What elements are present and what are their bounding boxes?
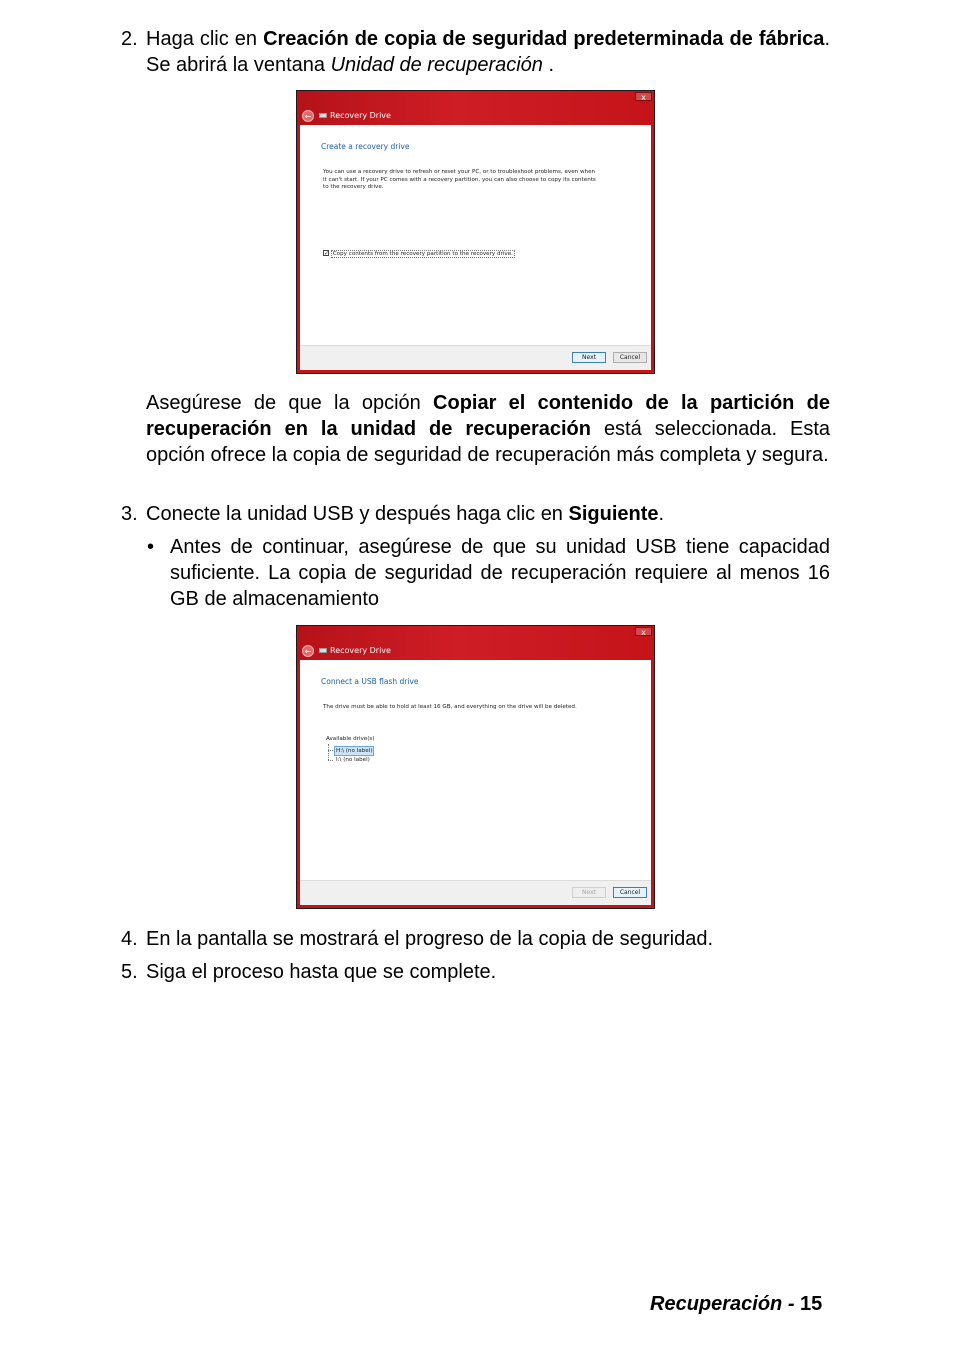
close-button[interactable]: x (635, 92, 652, 101)
tree-branch (328, 750, 333, 751)
step-3-text-start: Conecte la unidad USB y después haga clic en (146, 503, 569, 525)
step-2-number: 2. (121, 28, 138, 50)
step-4-text: En la pantalla se mostrará el progreso de la copia de seguridad. (146, 928, 714, 950)
window-content (300, 660, 651, 905)
cancel-button[interactable]: Cancel (613, 887, 647, 898)
bullet-symbol: • (147, 536, 155, 558)
copy-contents-checkbox[interactable]: ✓ (324, 250, 330, 257)
usb-drive-icon (319, 113, 327, 118)
body-line-2: it can't start. If your PC comes with a recovery partition, you can also choose to copy its contents (323, 176, 596, 183)
window-title: Recovery Drive (330, 111, 391, 120)
step-2-text (146, 26, 830, 78)
page-number: 15 (800, 1293, 823, 1315)
step-2-text-start: Haga clic en (146, 28, 264, 50)
usb-drive-icon (319, 648, 327, 653)
drive-item-h[interactable]: H:\ (no label) (336, 748, 373, 754)
step-3-text-end: . (658, 503, 665, 525)
body-text: The drive must be able to hold at least 16 GB, and everything on the drive will be deleted. (323, 704, 577, 710)
close-button[interactable]: x (635, 627, 652, 636)
body-line-3: to the recovery drive. (323, 184, 384, 190)
step-2-italic: Unidad de recuperación (330, 54, 543, 76)
step-3-bold: Siguiente (568, 503, 659, 525)
note-text-start: Asegúrese de que la opción (146, 392, 434, 414)
footer-section: Recuperación - (650, 1293, 801, 1315)
copy-option-note (146, 390, 830, 468)
window-title: Recovery Drive (330, 646, 391, 655)
step-4-number: 4. (121, 928, 138, 950)
recovery-drive-window-connect (296, 625, 655, 909)
dialog-footer (300, 880, 651, 905)
step-3-text (146, 501, 830, 527)
note-text-end: está seleccionada. Esta opción ofrece la copia de seguridad de recuperación más completa y segura. (146, 418, 831, 466)
page-footer (650, 1292, 822, 1316)
tree-branch (328, 760, 333, 761)
body-line-1: You can use a recovery drive to refresh or reset your PC, or to troubleshoot problems, even when (323, 169, 596, 175)
dialog-footer (300, 345, 651, 370)
step-5-number: 5. (121, 961, 138, 983)
available-drives-label: Available drive(s) (326, 736, 375, 742)
step-2-bold: Creación de copia de seguridad predeterminada de fábrica (263, 28, 825, 50)
next-button[interactable]: Next (572, 887, 606, 898)
note-bold: Copiar el contenido de la partición de recuperación en la unidad de recuperación (146, 392, 831, 440)
cancel-button[interactable]: Cancel (613, 352, 647, 363)
drive-item-i[interactable]: I:\ (no label) (336, 757, 370, 763)
bullet-text: Antes de continuar, asegúrese de que su unidad USB tiene capacidad suficiente. La copia de seguridad de recuperación requiere al menos 16 GB de almacenamiento (170, 536, 830, 610)
next-button[interactable]: Next (572, 352, 606, 363)
back-arrow-icon[interactable]: ← (302, 110, 314, 122)
dialog-heading: Create a recovery drive (321, 142, 410, 151)
tree-line (328, 744, 329, 760)
step-2-text-end: . (542, 54, 555, 76)
back-arrow-icon[interactable]: ← (302, 645, 314, 657)
copy-contents-label: Copy contents from the recovery partition to the recovery drive. (332, 250, 513, 257)
dialog-heading: Connect a USB flash drive (321, 677, 419, 686)
step-5-text: Siga el proceso hasta que se complete. (146, 961, 497, 983)
window-content (300, 125, 651, 370)
step-2-text-mid: . Se abrirá la ventana (146, 28, 830, 76)
recovery-drive-window-create (296, 90, 655, 374)
copy-contents-option[interactable] (323, 250, 515, 257)
step-3-number: 3. (121, 503, 138, 525)
